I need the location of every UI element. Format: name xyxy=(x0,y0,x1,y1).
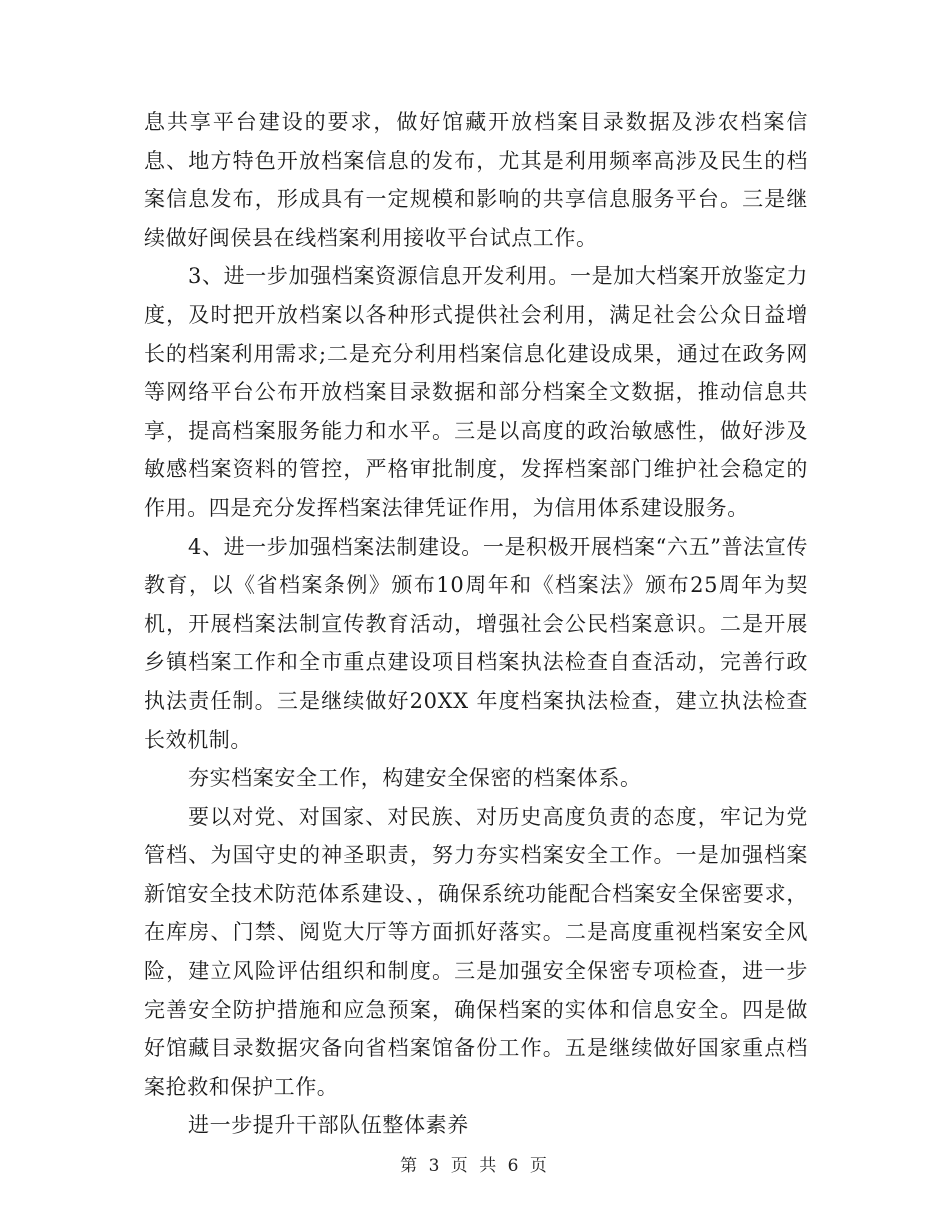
paragraph-item-3: 3、进一步加强档案资源信息开发利用。一是加大档案开放鉴定力度，及时把开放档案以各种形式提供社会利用，满足社会公众日益增长的档案利用需求;二是充分利用档案信息化建设成果，通过在政务网等网络平台公布开放档案目录数据和部分档案全文数据，推动信息共享，提高档案服务能力和水平。三是以高度的政治敏感性，做好涉及敏感档案资料的管控，严格审批制度，发挥档案部门维护社会稳定的作用。四是充分发挥档案法律凭证作用，为信用体系建设服务。 xyxy=(144,264,808,520)
document-body xyxy=(144,103,808,1145)
paragraph-security: 要以对党、对国家、对民族、对历史高度负责的态度，牢记为党管档、为国守史的神圣职责，努力夯实档案安全工作。一是加强档案新馆安全技术防范体系建设、，确保系统功能配合档案安全保密要求，在库房、门禁、阅览大厅等方面抓好落实。二是高度重视档案安全风险，建立风险评估组织和制度。三是加强安全保密专项检查，进一步完善安全防护措施和应急预案，确保档案的实体和信息安全。四是做好馆藏目录数据灾备向省档案馆备份工作。五是继续做好国家重点档案抢救和保护工作。 xyxy=(144,804,808,1099)
page-number-footer: 第 3 页 共 6 页 xyxy=(400,1156,550,1176)
paragraph-item-4: 4、进一步加强档案法制建设。一是积极开展档案“六五”普法宣传教育，以《省档案条例》颁布10周年和《档案法》颁布25周年为契机，开展档案法制宣传教育活动，增强社会公民档案意识。二是开展乡镇档案工作和全市重点建设项目档案执法检查自查活动，完善行政执法责任制。三是继续做好20XX 年度档案执法检查，建立执法检查长效机制。 xyxy=(144,534,808,752)
paragraph-continuation: 息共享平台建设的要求，做好馆藏开放档案目录数据及涉农档案信息、地方特色开放档案信息的发布，尤其是利用频率高涉及民生的档案信息发布，形成具有一定规模和影响的共享信息服务平台。三是继续做好闽侯县在线档案利用接收平台试点工作。 xyxy=(144,110,808,250)
section-heading-security: 夯实档案安全工作，构建安全保密的档案体系。 xyxy=(188,766,642,791)
section-heading-staff: 进一步提升干部队伍整体素养 xyxy=(188,1113,469,1138)
